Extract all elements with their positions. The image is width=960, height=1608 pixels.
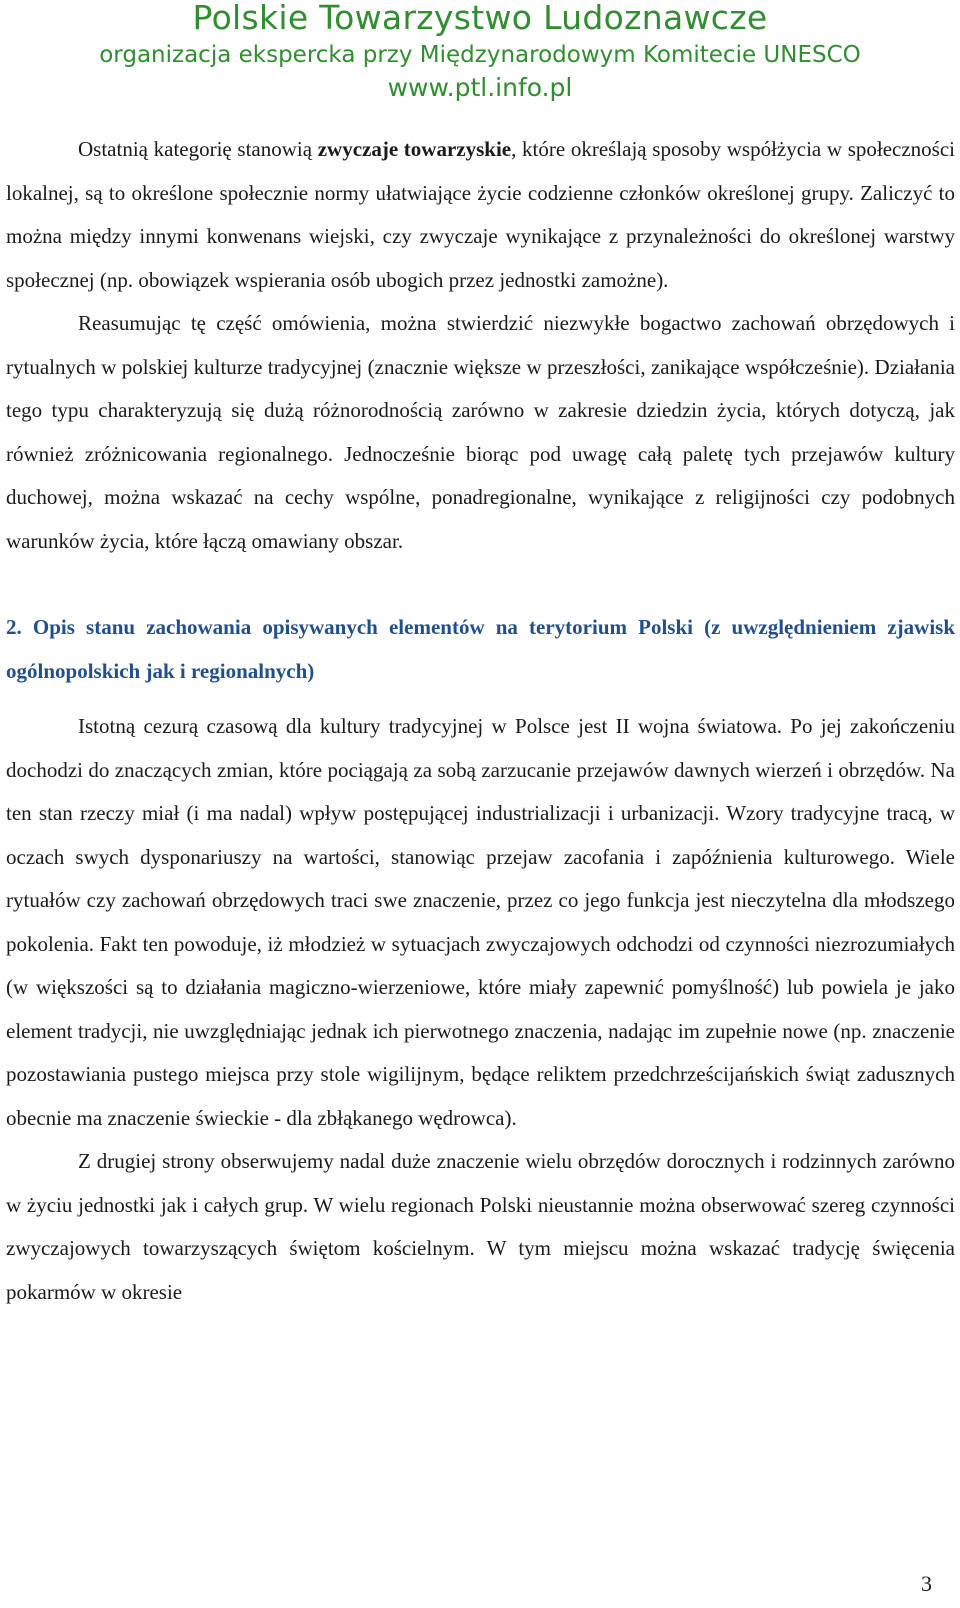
bold-term: zwyczaje towarzyskie [317,137,512,161]
organization-url[interactable]: www.ptl.info.pl [387,73,573,102]
paragraph-social-customs [6,128,955,302]
organization-subtitle: organizacja ekspercka przy Międzynarodowym Komitecie UNESCO [99,42,861,68]
paragraph-text: , które określają sposoby współżycia w społeczności lokalnej, są to określone społecznie normy ułatwiające życie codzienne członków określonej grupy. Zaliczyć to można między innymi konwenans wiejski, czy zwyczaje wynikające z przynależności do określonej warstwy społecznej (np. obowiązek wspierania osób ubogich przez jednostki zamożne). [6,137,955,292]
page-number: 3 [921,1571,932,1596]
paragraph-text: Ostatnią kategorię stanowią [78,137,318,161]
section-title: Opis stanu zachowania opisywanych elementów na terytorium Polski (z uwzględnieniem zjawisk ogólnopolskich jak i regionalnych) [6,615,956,683]
section-number: 2. [6,615,22,639]
paragraph-summary: Reasumując tę część omówienia, można stwierdzić niezwykłe bogactwo zachowań obrzędowych i rytualnych w polskiej kulturze tradycyjnej (znacznie większe w przeszłości, zanikające współcześnie). Działania tego typu charakteryzują się dużą różnorodnością zarówno w zakresie dziedzin życia, których dotyczą, jak również zróżnicowania regionalnego. Jednocześnie biorąc pod uwagę całą paletę tych przejawów kultury duchowej, można wskazać na cechy wspólne, ponadregionalne, wynikające z religijności czy podobnych warunków życia, które łączą omawiany obszar. [6,311,955,553]
paragraph-ww2: Istotną cezurą czasową dla kultury tradycyjnej w Polsce jest II wojna światowa. Po jej zakończeniu dochodzi do znaczących zmian, które pociągają za sobą zarzucanie przejawów dawnych wierzeń i obrzędów. Na ten stan rzeczy miał (i ma nadal) wpływ postępującej industrializacji i urbanizacji. Wzory tradycyjne tracą, w oczach swych dysponariuszy na wartości, stanowiąc przejaw zacofania i zapóźnienia kulturowego. Wiele rytuałów czy zachowań obrzędowych traci swe znaczenie, przez co jego funkcja jest nieczytelna dla młodszego pokolenia. Fakt ten powoduje, iż młodzież w sytuacjach zwyczajowych odchodzi od czynności niezrozumiałych (w większości są to działania magiczno-wierzeniowe, które miały zapewnić pomyślność) lub powiela je jako element tradycji, nie uwzględniając jednak ich pierwotnego znaczenia, nadając im zupełnie nowe (np. znaczenie pozostawiania pustego miejsca przy stole wigilijnym, będące reliktem przedchrześcijańskich świąt zadusznych obecnie ma znaczenie świeckie - dla zbłąkanego wędrowca). [6,714,955,1130]
paragraph-rituals: Z drugiej strony obserwujemy nadal duże znaczenie wielu obrzędów dorocznych i rodzinnych zarówno w życiu jednostki jak i całych grup. W wielu regionach Polski nieustannie można obserwować szereg czynności zwyczajowych towarzyszących świętom kościelnym. W tym miejscu można wskazać tradycję święcenia pokarmów w okresie [6,1149,955,1304]
organization-name: Polskie Towarzystwo Ludoznawcze [192,0,768,37]
document-body [6,128,955,1314]
section-heading [6,606,955,693]
